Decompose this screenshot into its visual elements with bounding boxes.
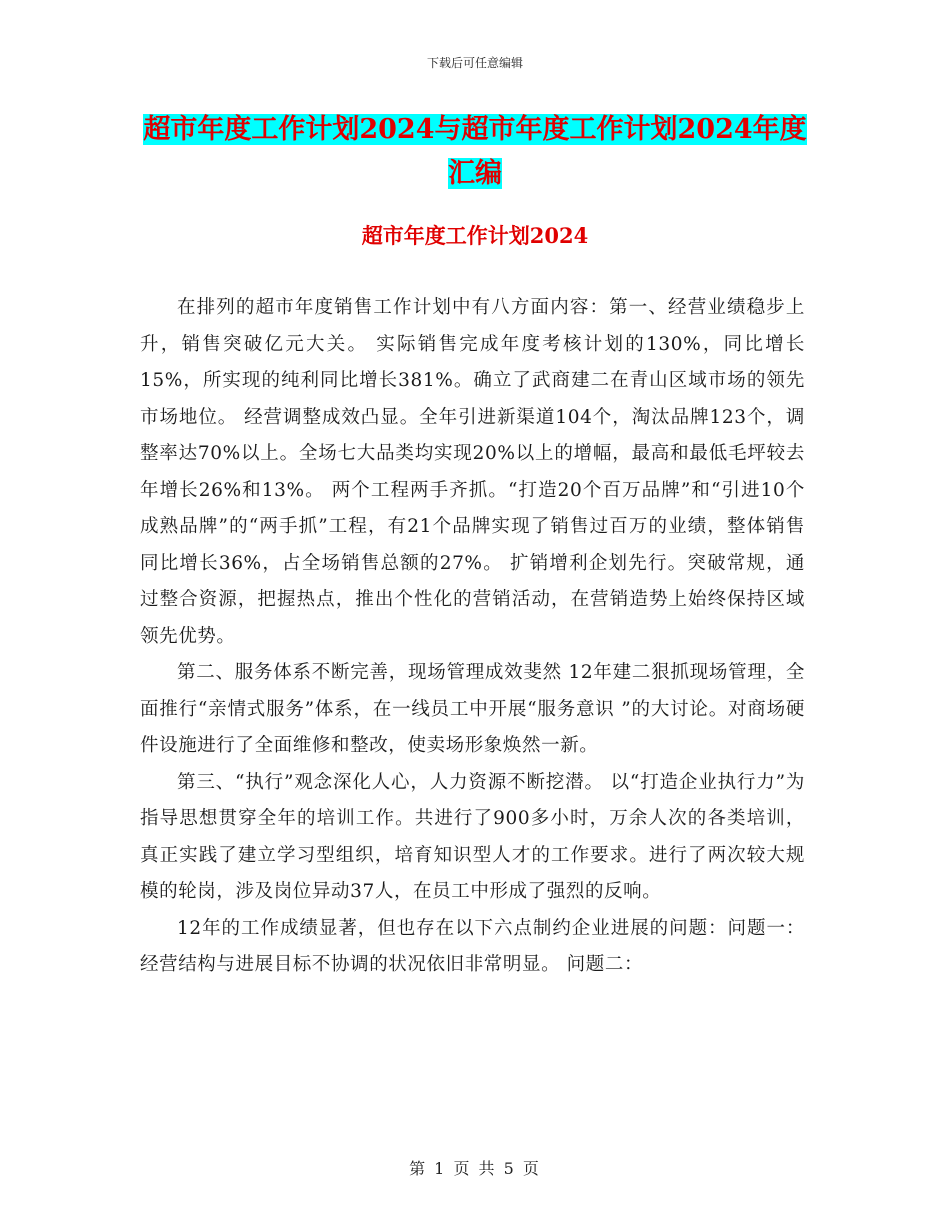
document-title bbox=[140, 108, 810, 196]
page-header-note: 下载后可任意编辑 bbox=[426, 56, 523, 70]
body-paragraph: 第二、服务体系不断完善，现场管理成效斐然 12年建二狠抓现场管理，全面推行“亲情式服务”体系，在一线员工中开展“服务意识 ”的大讨论。对商场硬件设施进行了全面维修和整改，使卖场形象焕然一新。 bbox=[140, 662, 805, 756]
document-body bbox=[140, 290, 805, 984]
body-paragraph: 在排列的超市年度销售工作计划中有八方面内容：第一、经营业绩稳步上升，销售突破亿元大关。 实际销售完成年度考核计划的130%，同比增长15%，所实现的纯利同比增长381%。确立了武商建二在青山区域市场的领先市场地位。 经营调整成效凸显。全年引进新渠道104个，淘汰品牌123个，调整率达70%以上。全场七大品类均实现20%以上的增幅，最高和最低毛坪较去年增长26%和13%。 两个工程两手齐抓。“打造20个百万品牌”和“引进10个成熟品牌”的“两手抓”工程，有21个品牌实现了销售过百万的业绩，整体销售同比增长36%，占全场销售总额的27%。 扩销增利企划先行。突破常规，通过整合资源，把握热点，推出个性化的营销活动，在营销造势上始终保持区域领先优势。 bbox=[140, 297, 805, 647]
document-title-text: 超市年度工作计划2024与超市年度工作计划2024年度汇编 bbox=[143, 114, 807, 189]
page-number-footer: 第 1 页 共 5 页 bbox=[409, 1159, 541, 1178]
body-paragraph: 第三、“执行”观念深化人心，人力资源不断挖潜。 以“打造企业执行力”为指导思想贯穿全年的培训工作。共进行了900多小时，万余人次的各类培训，真正实践了建立学习型组织，培育知识型人才的工作要求。进行了两次较大规模的轮岗，涉及岗位异动37人，在员工中形成了强烈的反响。 bbox=[140, 771, 805, 902]
section-title: 超市年度工作计划2024 bbox=[361, 223, 589, 248]
body-paragraph: 12年的工作成绩显著，但也存在以下六点制约企业进展的问题：问题一：经营结构与进展目标不协调的状况依旧非常明显。 问题二： bbox=[140, 917, 805, 975]
